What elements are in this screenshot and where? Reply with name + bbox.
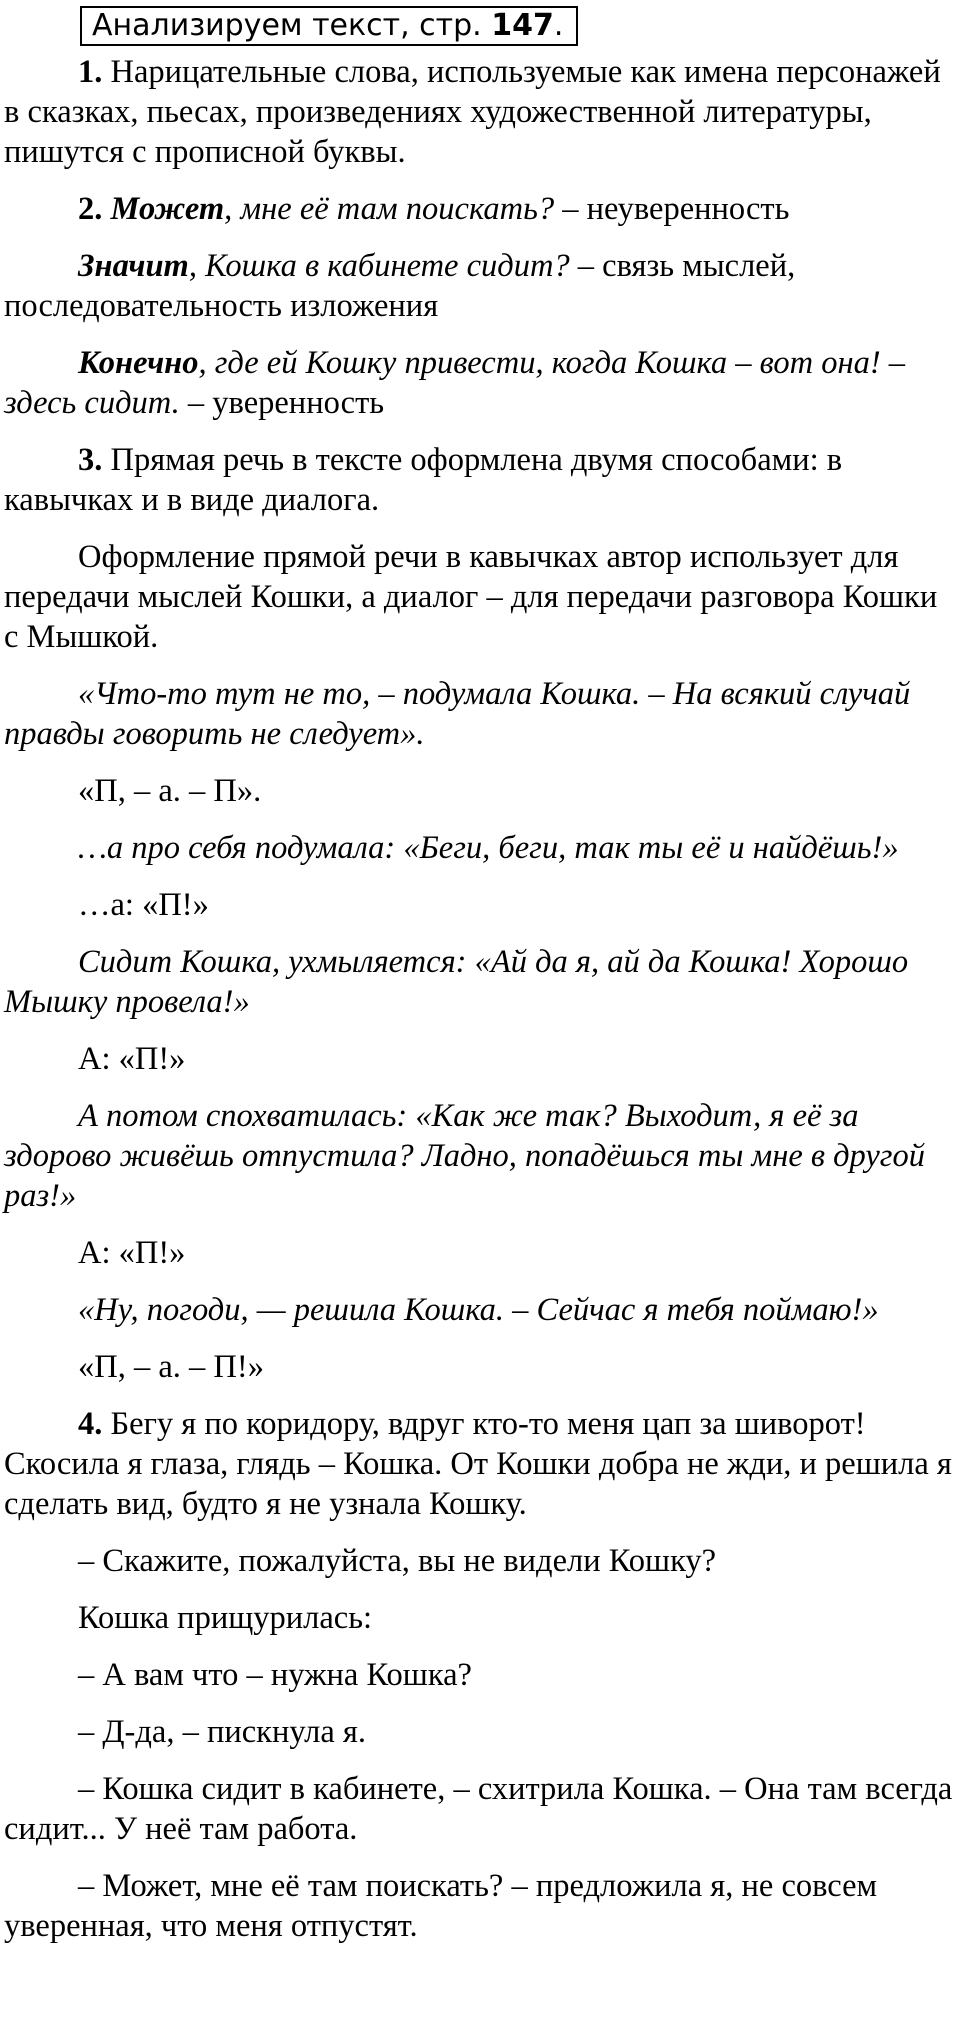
section-heading-box bbox=[80, 6, 578, 46]
answer-number: 1. bbox=[78, 54, 103, 90]
quote-example: Сидит Кошка, ухмыляется: «Ай да я, ай да Кошка! Хорошо Мышку провела!» bbox=[4, 944, 909, 1020]
punctuation-scheme: А: «П!» bbox=[78, 1235, 186, 1271]
answer-2-example-1 bbox=[4, 189, 956, 229]
answer-text-4: Бегу я по коридору, вдруг кто-то меня цап за шиворот! Скосила я глаза, глядь – Кошка. От Кошки добра не жди, и решила я сделать вид, будто я не узнала Кошку. bbox=[4, 1406, 952, 1522]
meaning-note: – уверенность bbox=[179, 385, 385, 421]
answer-1 bbox=[4, 52, 956, 172]
dialogue-line: – Может, мне её там поискать? – предложила я, не совсем уверенная, что меня отпустят. bbox=[4, 1868, 878, 1944]
dialogue-line: – Скажите, пожалуйста, вы не видели Кошку? bbox=[78, 1543, 717, 1579]
introductory-word: Значит bbox=[78, 248, 189, 284]
meaning-note: – неуверенность bbox=[554, 191, 790, 227]
meaning-note: – связь мыслей, последовательность изложения bbox=[4, 248, 796, 324]
answer-text-1: Нарицательные слова, используемые как имена персонажей в сказках, пьесах, произведениях художественной литературы, пишутся с прописной буквы. bbox=[4, 54, 941, 170]
dialogue-line: – Д-да, – пискнула я. bbox=[78, 1714, 367, 1750]
answer-4 bbox=[4, 1404, 956, 1524]
dialogue-line: – А вам что – нужна Кошка? bbox=[78, 1657, 472, 1693]
answer-text bbox=[4, 52, 956, 1946]
heading-text: Анализируем текст, стр. bbox=[92, 8, 492, 43]
heading-dot: . bbox=[553, 8, 564, 43]
punctuation-scheme: А: «П!» bbox=[78, 1041, 186, 1077]
quote-example: …а про себя подумала: «Беги, беги, так ты её и найдёшь!» bbox=[78, 830, 899, 866]
answer-text-3: Прямая речь в тексте оформлена двумя способами: в кавычках и в виде диалога. bbox=[4, 442, 843, 518]
introductory-word: Конечно bbox=[78, 345, 199, 381]
dialogue-line: – Кошка сидит в кабинете, – схитрила Кошка. – Она там всегда сидит... У неё там работа. bbox=[4, 1771, 953, 1847]
example-sentence: , где ей Кошку привести, когда Кошка – вот она! – здесь сидит. bbox=[4, 345, 906, 421]
answer-3 bbox=[4, 440, 956, 520]
answer-2-example-2 bbox=[4, 246, 956, 326]
punctuation-scheme: «П, – а. – П». bbox=[78, 773, 262, 809]
heading-page-number: 147 bbox=[491, 8, 554, 43]
example-sentence: , Кошка в кабинете сидит? bbox=[188, 248, 570, 284]
punctuation-scheme: …а: «П!» bbox=[78, 887, 209, 923]
dialogue-line: Кошка прищурилась: bbox=[78, 1600, 373, 1636]
punctuation-scheme: «П, – а. – П!» bbox=[78, 1349, 264, 1385]
quote-example: «Что-то тут не то, – подумала Кошка. – На всякий случай правды говорить не следует». bbox=[4, 676, 911, 752]
introductory-word: Может bbox=[102, 191, 225, 227]
answer-number: 4. bbox=[78, 1406, 103, 1442]
answer-number: 3. bbox=[78, 442, 103, 478]
answer-2-example-3 bbox=[4, 343, 956, 423]
answer-number: 2. bbox=[78, 191, 103, 227]
answer-3-explanation: Оформление прямой речи в кавычках автор использует для передачи мыслей Кошки, а диалог – для передачи разговора Кошки с Мышкой. bbox=[4, 539, 938, 655]
quote-example: А потом спохватилась: «Как же так? Выходит, я её за здорово живёшь отпустила? Ладно, попадёшься ты мне в другой раз!» bbox=[4, 1098, 925, 1214]
quote-example: «Ну, погоди, — решила Кошка. – Сейчас я тебя поймаю!» bbox=[78, 1292, 879, 1328]
example-sentence: , мне её там поискать? bbox=[224, 191, 555, 227]
